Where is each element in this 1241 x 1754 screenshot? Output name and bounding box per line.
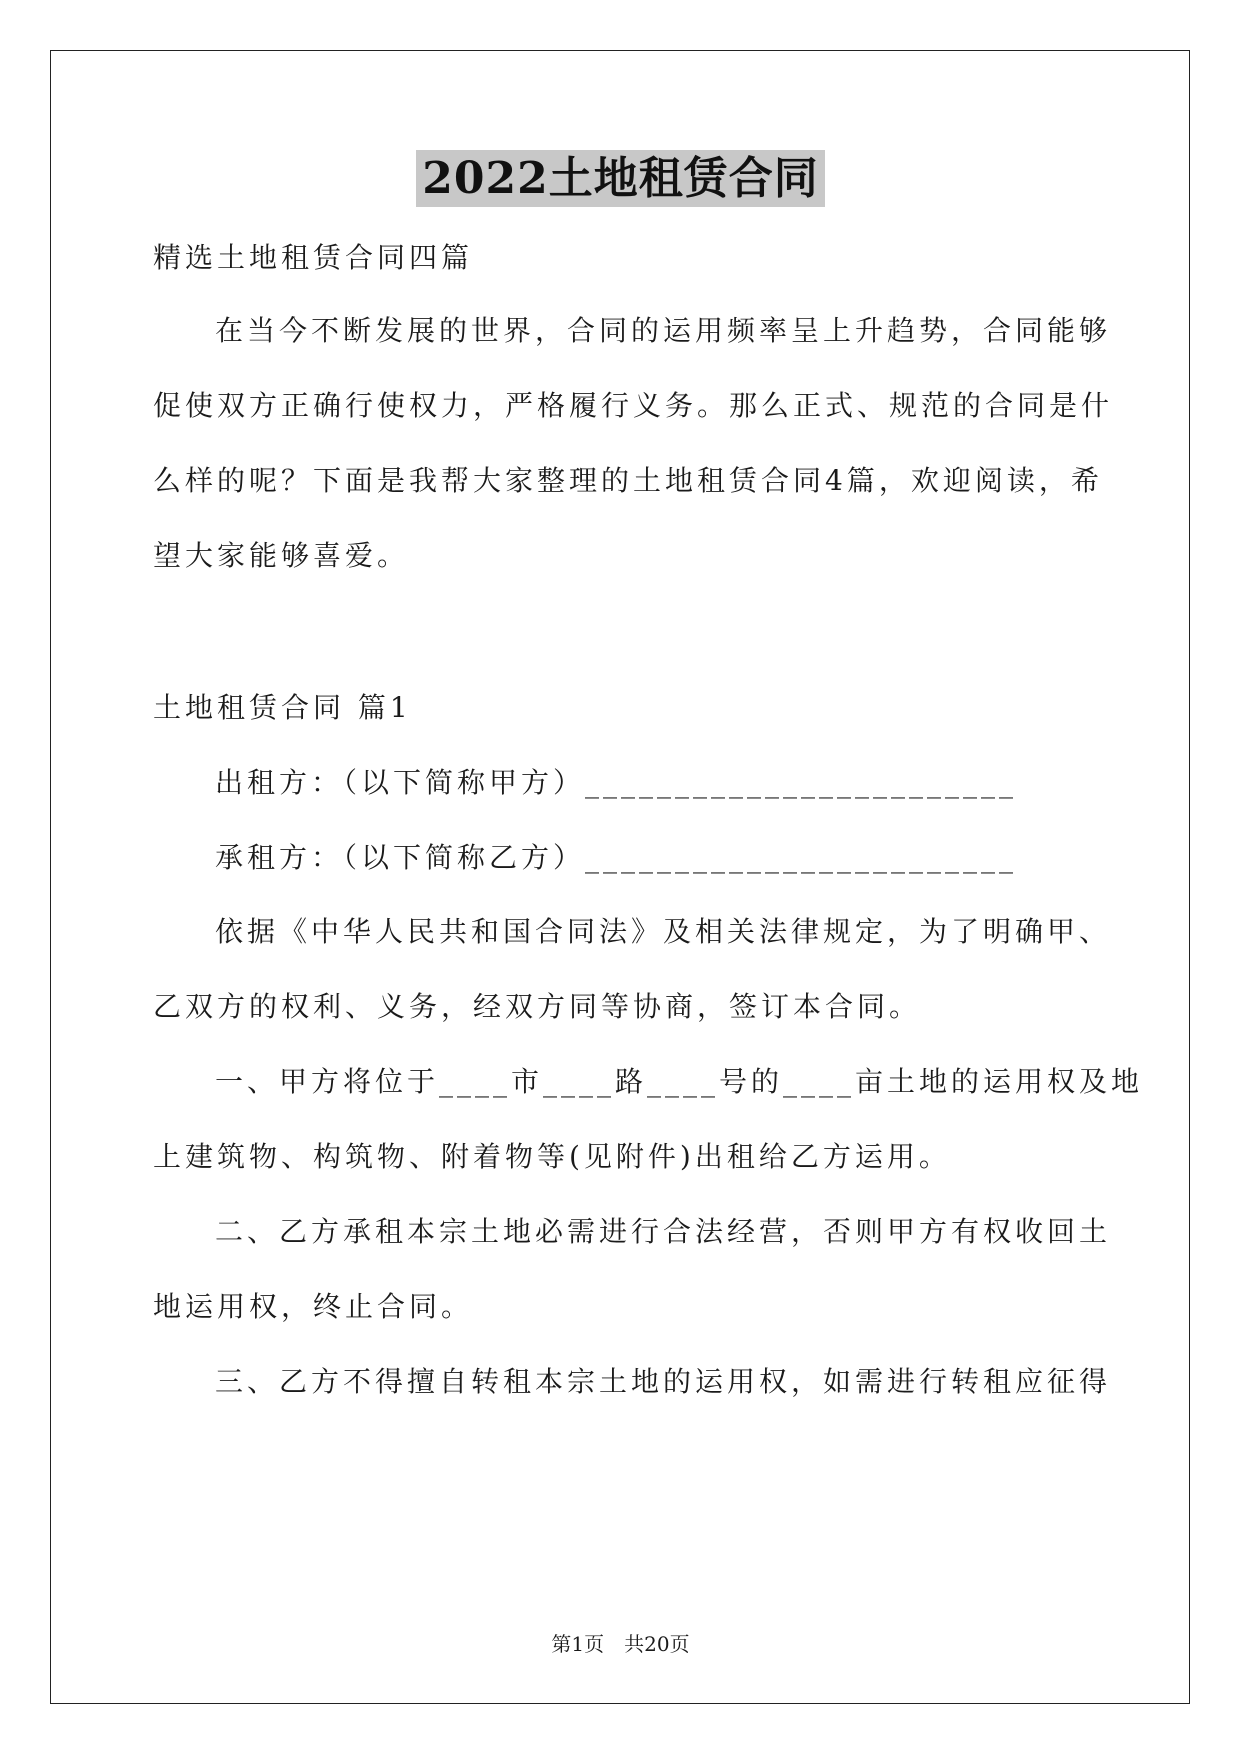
title-container	[0, 150, 1241, 207]
lessee-line: 承租方：（以下简称乙方）________________________	[215, 841, 1018, 874]
body-line: 地运用权，终止合同。	[153, 1290, 474, 1323]
page-number: 第1页 共20页	[551, 1632, 690, 1656]
body-line: 三、乙方不得擅自转租本宗土地的运用权，如需进行转租应征得	[215, 1365, 1112, 1398]
document-subtitle: 精选土地租赁合同四篇	[153, 241, 474, 274]
intro-line: 望大家能够喜爱。	[153, 539, 410, 572]
body-line: 乙双方的权利、义务，经双方同等协商，签订本合同。	[153, 990, 922, 1023]
page-border	[50, 50, 1190, 1704]
section-heading: 土地租赁合同 篇1	[153, 691, 412, 724]
body-line: 依据《中华人民共和国合同法》及相关法律规定，为了明确甲、	[215, 915, 1112, 948]
intro-line: 么样的呢？下面是我帮大家整理的土地租赁合同4篇，欢迎阅读，希	[153, 464, 1103, 497]
lessor-line: 出租方：（以下简称甲方）________________________	[215, 766, 1018, 799]
intro-line: 促使双方正确行使权力，严格履行义务。那么正式、规范的合同是什	[153, 389, 1114, 422]
intro-line: 在当今不断发展的世界，合同的运用频率呈上升趋势，合同能够	[215, 314, 1112, 347]
body-line: 一、甲方将位于____市____路____号的____亩土地的运用权及地	[215, 1065, 1144, 1098]
document-title: 2022土地租赁合同	[416, 150, 824, 207]
body-line: 二、乙方承租本宗土地必需进行合法经营，否则甲方有权收回土	[215, 1215, 1112, 1248]
body-line: 上建筑物、构筑物、附着物等(见附件)出租给乙方运用。	[153, 1140, 951, 1173]
